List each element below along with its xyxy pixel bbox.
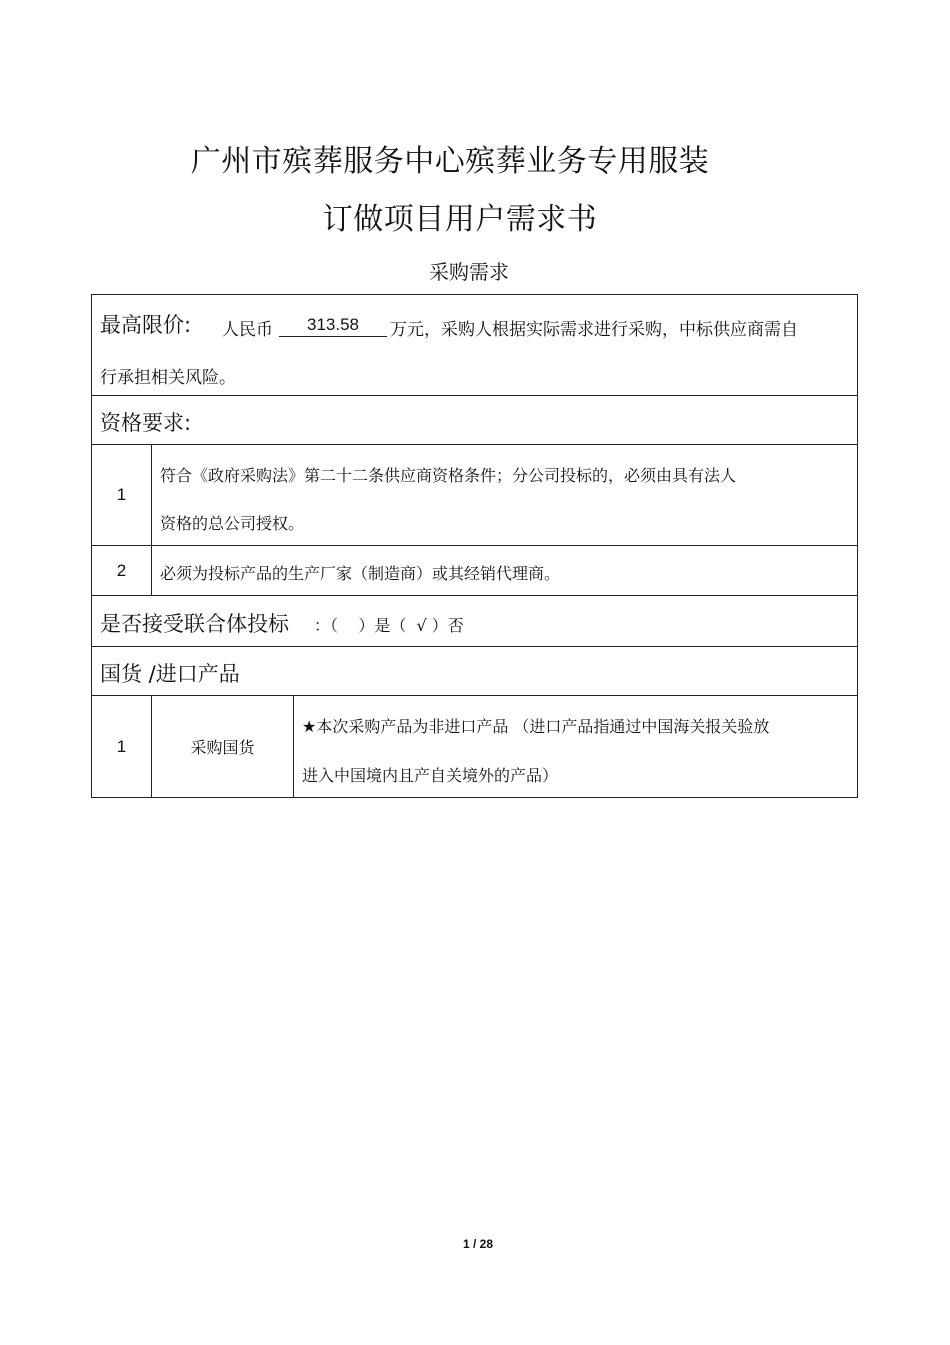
goods-description-line1: ★本次采购产品为非进口产品 （进口产品指通过中国海关报关验放: [302, 717, 770, 736]
item-number: 2: [92, 546, 152, 595]
goods-type: 采购国货: [152, 696, 294, 797]
item-text: [152, 546, 857, 595]
section-subtitle: 采购需求: [429, 260, 509, 284]
consortium-options: ：（ ）是（ √ ）否: [314, 616, 464, 635]
item-text-line1: 符合《政府采购法》第二十二条供应商资格条件；分公司投标的，必须由具有法人: [160, 466, 737, 485]
requirements-table: [91, 294, 858, 798]
consortium-label: 是否接受联合体投标: [100, 612, 289, 636]
price-ceiling-label: 最高限价:: [100, 313, 192, 337]
price-amount: 313.58: [279, 315, 387, 337]
price-currency: 人民币: [222, 320, 273, 340]
price-ceiling-row: [92, 295, 857, 396]
item-text-line2: 资格的总公司授权。: [160, 514, 305, 533]
goods-description-line2: 进入中国境内且产自关境外的产品）: [302, 766, 559, 785]
goods-heading-row: [92, 647, 857, 696]
qualification-item: [92, 546, 857, 596]
goods-number: 1: [92, 696, 152, 797]
document-title-line2: 订做项目用户需求书: [322, 202, 598, 237]
qualification-item: [92, 445, 857, 546]
item-text: [152, 445, 857, 545]
document-title-line1: 广州市殡葬服务中心殡葬业务专用服装: [190, 144, 710, 179]
page-number: 1 / 28: [462, 1237, 494, 1251]
price-description: 万元，采购人根据实际需求进行采购，中标供应商需自: [390, 320, 798, 340]
item-text-line1: 必须为投标产品的生产厂家（制造商）或其经销代理商。: [160, 564, 561, 583]
goods-row: [92, 696, 857, 797]
price-description-cont: 行承担相关风险。: [100, 368, 236, 388]
qualification-heading-row: [92, 396, 857, 445]
consortium-row: [92, 596, 857, 647]
qualification-heading: 资格要求:: [100, 411, 192, 435]
goods-heading: 国货 /进口产品: [100, 662, 240, 686]
goods-description: [294, 696, 857, 797]
item-number: 1: [92, 445, 152, 545]
